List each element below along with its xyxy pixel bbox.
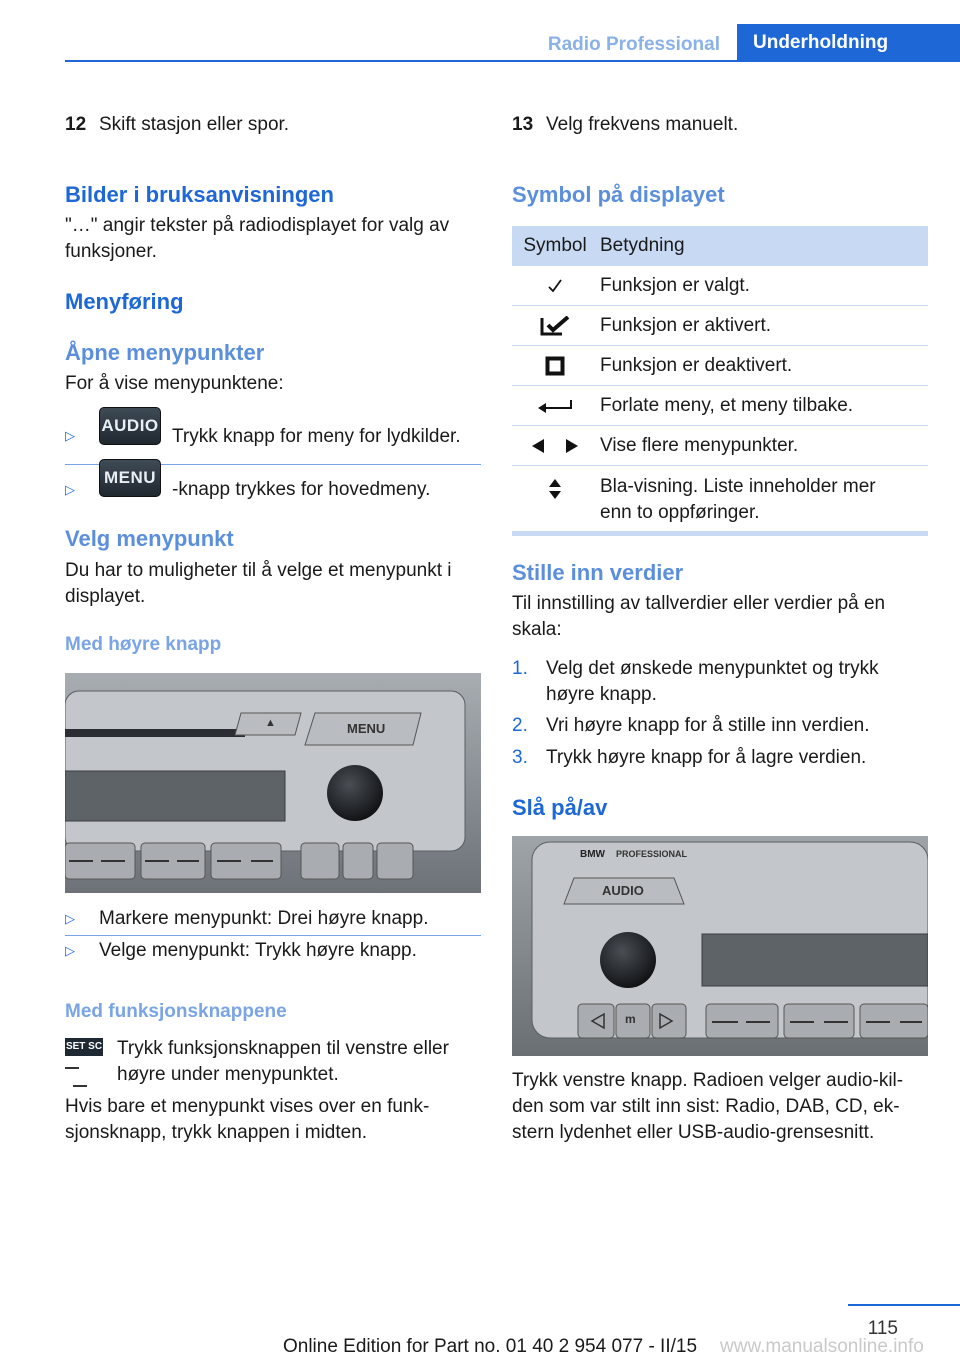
paragraph-hvis bbox=[65, 1094, 429, 1146]
symbol-table bbox=[512, 226, 928, 532]
step-text: Trykk høyre knapp for å lagre verdien. bbox=[546, 747, 867, 768]
edition-text: Online Edition for Part no. 01 40 2 954 077 - II/15 bbox=[282, 1336, 698, 1357]
bullet-text: Trykk knapp for meny for lydkilder. bbox=[172, 426, 461, 447]
bullet-triangle-icon: ▷ bbox=[65, 428, 75, 443]
audio-button-icon: AUDIO bbox=[99, 407, 161, 445]
left-right-arrows-icon bbox=[520, 426, 590, 466]
table-row bbox=[512, 386, 928, 426]
text-line: stern lydenhet eller USB-audio-grensesnitt. bbox=[512, 1122, 875, 1143]
menu-button-icon: MENU bbox=[99, 459, 161, 497]
table-header bbox=[512, 226, 928, 266]
checkmark-icon bbox=[520, 266, 590, 306]
heading-menyforing: Menyføring bbox=[65, 289, 184, 314]
step-number: 3. bbox=[512, 747, 528, 768]
heading-apne: Åpne menypunkter bbox=[65, 340, 265, 365]
heading-velg: Velg menypunkt bbox=[65, 526, 234, 551]
text-line: Til innstilling av tallverdier eller verdier på en bbox=[512, 593, 886, 614]
brand-logo: BMW bbox=[580, 849, 605, 860]
text-line: høyre under menypunktet. bbox=[117, 1064, 339, 1085]
item-number: 12 bbox=[65, 114, 87, 135]
table-row bbox=[512, 426, 928, 466]
item-text: Velg frekvens manuelt. bbox=[546, 114, 739, 135]
text-line: displayet. bbox=[65, 586, 146, 607]
text-line: den som var stilt inn sist: Radio, DAB, CD, ek- bbox=[512, 1096, 900, 1117]
heading-symbol: Symbol på displayet bbox=[512, 182, 725, 207]
item-text: Skift stasjon eller spor. bbox=[99, 114, 290, 135]
table-cell bbox=[600, 474, 926, 526]
table-cell: Funksjon er aktivert. bbox=[600, 315, 772, 336]
paragraph-velg bbox=[65, 558, 452, 610]
heading-hoyre: Med høyre knapp bbox=[65, 634, 222, 655]
page-number: 115 bbox=[867, 1318, 898, 1339]
dash-mark bbox=[65, 1067, 79, 1069]
step-text: Vri høyre knapp for å stille inn verdien. bbox=[546, 715, 870, 736]
text-line: Velg det ønskede menypunktet og trykk bbox=[546, 658, 879, 679]
dash-mark bbox=[73, 1085, 87, 1087]
text-line: Bla-visning. Liste inneholder mer bbox=[600, 476, 876, 497]
paragraph-stille bbox=[512, 591, 885, 643]
header-section-title: Radio Professional bbox=[547, 34, 720, 55]
paragraph-funksjon bbox=[117, 1036, 481, 1088]
empty-box-icon bbox=[520, 346, 590, 386]
table-row bbox=[512, 306, 928, 346]
list-item bbox=[512, 656, 928, 712]
bullet-text: -knapp trykkes for hovedmeny. bbox=[172, 479, 431, 500]
text-line: skala: bbox=[512, 619, 562, 640]
table-cell: Vise flere menypunkter. bbox=[600, 435, 799, 456]
heading-sla: Slå på/av bbox=[512, 795, 608, 820]
list-item bbox=[512, 713, 928, 741]
radio-power-image bbox=[512, 836, 928, 1056]
menu-label: MENU bbox=[347, 721, 386, 736]
eject-icon: ▲ bbox=[265, 717, 276, 729]
text-line: høyre knapp. bbox=[546, 684, 657, 705]
paragraph-bilder bbox=[65, 213, 449, 265]
heading-bilder: Bilder i bruksanvisningen bbox=[65, 182, 334, 207]
header-chapter-tab: Underholdning bbox=[737, 24, 960, 62]
text-line: Trykk funksjonsknappen til venstre eller bbox=[117, 1038, 449, 1059]
heading-funksjon: Med funksjonsknappene bbox=[65, 1001, 287, 1022]
text-line: Du har to muligheter til å velge et menypunkt i bbox=[65, 560, 452, 581]
bullet-triangle-icon: ▷ bbox=[65, 911, 75, 926]
item-12 bbox=[65, 112, 289, 138]
bullet-text: Velge menypunkt: Trykk høyre knapp. bbox=[99, 940, 417, 961]
function-button-icon bbox=[65, 1038, 103, 1078]
table-row bbox=[512, 466, 928, 532]
step-number: 2. bbox=[512, 715, 528, 736]
back-arrow-icon bbox=[520, 386, 590, 426]
item-13 bbox=[512, 112, 738, 138]
text-line: "…" angir tekster på radiodisplayet for valg av bbox=[65, 215, 450, 236]
text-line: enn to oppføringer. bbox=[600, 502, 760, 523]
audio-label: AUDIO bbox=[602, 883, 644, 898]
header-rule bbox=[65, 60, 960, 62]
column-header-meaning: Betydning bbox=[600, 235, 685, 256]
radio-panel-image bbox=[65, 673, 481, 893]
table-cell: Funksjon er valgt. bbox=[600, 275, 750, 296]
table-bottom-rule bbox=[512, 532, 928, 536]
text-line: sjonsknapp, trykk knappen i midten. bbox=[65, 1122, 368, 1143]
table-row bbox=[512, 266, 928, 306]
paragraph-sla bbox=[512, 1068, 903, 1146]
bullet-text: Markere menypunkt: Drei høyre knapp. bbox=[99, 908, 429, 929]
bullet-triangle-icon: ▷ bbox=[65, 482, 75, 497]
table-cell: Forlate meny, et meny tilbake. bbox=[600, 395, 854, 416]
table-cell: Funksjon er deaktivert. bbox=[600, 355, 793, 376]
text-line: funksjoner. bbox=[65, 241, 157, 262]
check-box-icon bbox=[520, 306, 590, 346]
heading-stille: Stille inn verdier bbox=[512, 560, 684, 585]
footer-rule bbox=[848, 1304, 960, 1306]
radio-panel-drawing bbox=[65, 673, 481, 893]
up-down-arrows-icon bbox=[520, 478, 590, 508]
divider bbox=[65, 935, 481, 936]
text-line: Trykk venstre knapp. Radioen velger audio-kil- bbox=[512, 1070, 904, 1091]
paragraph-apne: For å vise menypunktene: bbox=[65, 373, 284, 394]
list-item bbox=[512, 745, 928, 773]
text-line: Hvis bare et menypunkt vises over en funk- bbox=[65, 1096, 430, 1117]
watermark: www.manualsonline.info bbox=[720, 1336, 924, 1357]
step-number: 1. bbox=[512, 658, 528, 679]
radio-power-drawing bbox=[512, 836, 928, 1056]
model-label: PROFESSIONAL bbox=[616, 849, 688, 859]
step-text bbox=[546, 656, 928, 708]
bullet-triangle-icon: ▷ bbox=[65, 943, 75, 958]
column-header-symbol: Symbol bbox=[523, 235, 587, 256]
item-number: 13 bbox=[512, 114, 534, 135]
set-sc-label: SET SC bbox=[65, 1038, 103, 1056]
m-button-label: m bbox=[625, 1012, 636, 1026]
table-row bbox=[512, 346, 928, 386]
